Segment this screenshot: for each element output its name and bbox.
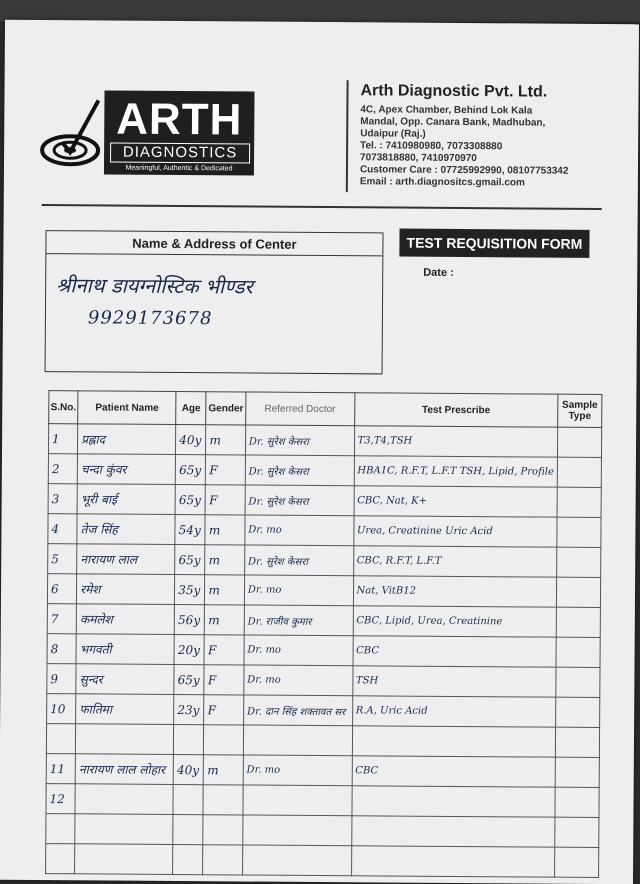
cell-age[interactable]: 65y xyxy=(175,484,205,514)
cell-age[interactable]: 20y xyxy=(174,634,204,664)
cell-gender[interactable]: m xyxy=(205,605,245,635)
table-header-row xyxy=(49,391,602,428)
cell-doctor[interactable]: Dr. दान सिंह शक्तावत सर xyxy=(243,695,352,726)
cell-age[interactable]: 54y xyxy=(175,514,205,544)
center-divider xyxy=(46,253,382,256)
cell-gender[interactable] xyxy=(203,785,243,815)
cell-tests[interactable]: Urea, Creatinine Uric Acid xyxy=(353,516,557,547)
header-age: Age xyxy=(176,392,206,425)
cell-sample[interactable] xyxy=(555,727,599,757)
cell-gender[interactable]: F xyxy=(206,455,246,485)
header-rule xyxy=(42,204,602,210)
cell-doctor[interactable]: Dr. mo xyxy=(243,755,352,786)
cell-name[interactable] xyxy=(75,814,173,845)
cell-gender[interactable]: F xyxy=(206,485,246,515)
table-row xyxy=(47,664,600,698)
requisition-sheet xyxy=(0,20,639,884)
cell-tests[interactable]: T3,T4,TSH xyxy=(354,426,558,457)
table-row xyxy=(46,784,599,818)
cell-sample[interactable] xyxy=(557,487,601,517)
date-label: Date : xyxy=(423,266,454,279)
cell-name[interactable] xyxy=(76,724,174,755)
cell-tests[interactable] xyxy=(351,816,555,847)
cell-age[interactable]: 23y xyxy=(174,694,204,724)
cell-age[interactable] xyxy=(173,784,203,814)
cell-sample[interactable] xyxy=(555,817,599,847)
customer-care-line: Customer Care : 07725992990, 08107753342 xyxy=(359,164,569,177)
cell-gender[interactable]: m xyxy=(204,755,244,785)
header-divider xyxy=(346,80,349,192)
address-line: Mandal, Opp. Canara Bank, Madhuban, xyxy=(360,116,546,129)
cell-name[interactable] xyxy=(75,784,173,815)
center-phone[interactable]: 9929173678 xyxy=(87,307,213,330)
address-line: 4C, Apex Chamber, Behind Lok Kala xyxy=(360,104,533,117)
table-row xyxy=(47,574,600,608)
cell-sample[interactable] xyxy=(557,457,601,487)
cell-name[interactable]: नारायण लाल लोहार xyxy=(75,754,173,785)
table-row xyxy=(48,514,601,548)
cell-tests[interactable]: Nat, VitB12 xyxy=(353,576,557,607)
cell-doctor[interactable]: Dr. mo xyxy=(244,575,353,606)
cell-tests[interactable] xyxy=(351,846,555,877)
cell-gender[interactable]: F xyxy=(204,635,244,665)
table-row xyxy=(46,754,599,788)
table-row xyxy=(47,634,600,668)
cell-sample[interactable] xyxy=(557,517,601,547)
cell-gender[interactable]: m xyxy=(205,545,245,575)
logo-subbrand: DIAGNOSTICS xyxy=(110,143,250,164)
cell-doctor[interactable]: Dr. सुरेश केसरा xyxy=(244,545,353,576)
cell-gender[interactable] xyxy=(203,845,243,875)
cell-sno[interactable]: 10 xyxy=(47,694,76,724)
cell-gender[interactable]: F xyxy=(204,695,244,725)
table-row xyxy=(48,484,601,518)
cell-age[interactable]: 35y xyxy=(175,574,205,604)
cell-doctor[interactable]: Dr. सुरेश केसरा xyxy=(245,485,354,516)
table-row xyxy=(48,544,601,578)
cell-gender[interactable] xyxy=(204,725,244,755)
cell-age[interactable]: 56y xyxy=(174,604,204,634)
cell-sample[interactable] xyxy=(556,667,600,697)
cell-tests[interactable]: CBC, R.F.T, L.F.T xyxy=(353,546,557,577)
cell-gender[interactable]: m xyxy=(205,575,245,605)
cell-tests[interactable]: CBC, Lipid, Urea, Creatinine xyxy=(353,606,557,637)
cell-tests[interactable]: TSH xyxy=(352,666,556,697)
cell-age[interactable]: 65y xyxy=(175,544,205,574)
cell-sample[interactable] xyxy=(555,847,599,877)
cell-sample[interactable] xyxy=(558,427,602,457)
cell-name[interactable]: भगवती xyxy=(76,634,174,665)
cell-gender[interactable]: m xyxy=(206,425,246,455)
cell-age[interactable]: 65y xyxy=(176,454,206,484)
cell-age[interactable] xyxy=(174,724,204,754)
company-name: Arth Diagnostic Pvt. Ltd. xyxy=(360,82,548,101)
cell-doctor[interactable]: Dr. mo xyxy=(245,515,354,546)
cell-doctor[interactable]: Dr. mo xyxy=(244,665,353,696)
cell-doctor[interactable]: Dr. सुरेश केसरा xyxy=(245,425,354,456)
cell-age[interactable] xyxy=(173,844,203,874)
cell-sno[interactable] xyxy=(46,844,75,874)
cell-tests[interactable]: R.A, Uric Acid xyxy=(352,696,556,727)
cell-age[interactable]: 40y xyxy=(173,754,203,784)
cell-sno[interactable]: 1 xyxy=(48,424,77,454)
form-title: TEST REQUISITION FORM xyxy=(399,229,589,258)
table-row xyxy=(46,844,599,878)
cell-sno[interactable]: 5 xyxy=(48,544,77,574)
cell-tests[interactable] xyxy=(352,726,556,757)
check-target-icon xyxy=(40,98,102,168)
cell-doctor[interactable] xyxy=(243,815,352,846)
cell-sample[interactable] xyxy=(556,637,600,667)
logo-brand: ARTH xyxy=(116,94,243,145)
cell-sno[interactable] xyxy=(46,724,75,754)
cell-name[interactable]: रमेश xyxy=(77,574,175,605)
phone-line: Tel. : 7410980980, 7073308880 xyxy=(360,140,503,153)
cell-sample[interactable] xyxy=(555,787,599,817)
cell-name[interactable]: सुन्दर xyxy=(76,664,174,695)
cell-name[interactable]: नारायण लाल xyxy=(77,544,175,575)
table-row xyxy=(47,604,600,638)
cell-name[interactable]: भूरी बाई xyxy=(77,484,175,515)
cell-tests[interactable]: HBA1C, R.F.T, L.F.T TSH, Lipid, Profile xyxy=(354,456,558,487)
cell-tests[interactable]: CBC, Nat, K+ xyxy=(354,486,558,517)
table-row xyxy=(46,724,599,758)
center-box xyxy=(45,230,384,374)
cell-name[interactable]: तेज सिंह xyxy=(77,514,175,545)
cell-sno[interactable]: 11 xyxy=(46,754,75,784)
header-test-prescribe: Test Prescribe xyxy=(354,393,558,427)
cell-sno[interactable] xyxy=(46,814,75,844)
cell-doctor[interactable] xyxy=(242,845,351,876)
patient-table xyxy=(45,390,602,878)
cell-doctor[interactable] xyxy=(243,785,352,816)
cell-name[interactable]: चन्दा कुंवर xyxy=(77,454,175,485)
table-row xyxy=(47,694,600,728)
cell-sno[interactable]: 7 xyxy=(47,604,76,634)
cell-sno[interactable]: 12 xyxy=(46,784,75,814)
cell-sample[interactable] xyxy=(556,697,600,727)
header-referred-doctor: Referred Doctor xyxy=(245,392,354,426)
cell-sno[interactable]: 6 xyxy=(47,574,76,604)
address-line: Udaipur (Raj.) xyxy=(360,128,426,140)
phone-line: 7073818880, 7410970970 xyxy=(360,152,477,165)
table-row xyxy=(46,814,599,848)
table-row xyxy=(48,424,601,458)
cell-doctor[interactable]: Dr. सुरेश केसरा xyxy=(245,455,354,486)
header-gender: Gender xyxy=(206,392,246,425)
cell-doctor[interactable] xyxy=(243,725,352,756)
cell-name[interactable]: प्रह्लाद xyxy=(78,424,176,455)
cell-doctor[interactable]: Dr. mo xyxy=(244,635,353,666)
cell-sno[interactable]: 4 xyxy=(48,514,77,544)
cell-gender[interactable] xyxy=(203,815,243,845)
header-patient-name: Patient Name xyxy=(78,391,176,425)
cell-sample[interactable] xyxy=(556,577,600,607)
cell-age[interactable]: 65y xyxy=(174,664,204,694)
dark-background xyxy=(0,0,640,22)
cell-gender[interactable]: F xyxy=(204,665,244,695)
header-sno: S.No. xyxy=(49,391,78,424)
cell-sample[interactable] xyxy=(557,547,601,577)
logo-tagline: Meaningful, Authentic & Dedicated xyxy=(125,164,233,173)
cell-sno[interactable]: 3 xyxy=(48,484,77,514)
cell-gender[interactable]: m xyxy=(205,515,245,545)
cell-name[interactable] xyxy=(75,844,173,875)
cell-sno[interactable]: 2 xyxy=(48,454,77,484)
cell-sno[interactable]: 9 xyxy=(47,664,76,694)
cell-age[interactable]: 40y xyxy=(176,425,206,455)
cell-tests[interactable]: CBC xyxy=(353,636,557,667)
center-title: Name & Address of Center xyxy=(132,235,297,252)
cell-sample[interactable] xyxy=(555,757,599,787)
cell-tests[interactable] xyxy=(352,786,556,817)
cell-doctor[interactable]: Dr. राजीव कुमार xyxy=(244,605,353,636)
cell-sno[interactable]: 8 xyxy=(47,634,76,664)
company-info xyxy=(360,82,621,190)
cell-name[interactable]: कमलेश xyxy=(76,604,174,635)
header-sample-type: Sample Type xyxy=(558,394,602,427)
cell-sample[interactable] xyxy=(556,607,600,637)
cell-name[interactable]: फातिमा xyxy=(76,694,174,725)
cell-tests[interactable]: CBC xyxy=(352,756,556,787)
center-name[interactable]: श्रीनाथ डायग्नोस्टिक भीण्डर xyxy=(56,273,253,299)
cell-age[interactable] xyxy=(173,814,203,844)
email-line: Email : arth.diagnositcs.gmail.com xyxy=(359,176,525,189)
table-row xyxy=(48,454,601,488)
logo-wordmark xyxy=(104,90,255,175)
